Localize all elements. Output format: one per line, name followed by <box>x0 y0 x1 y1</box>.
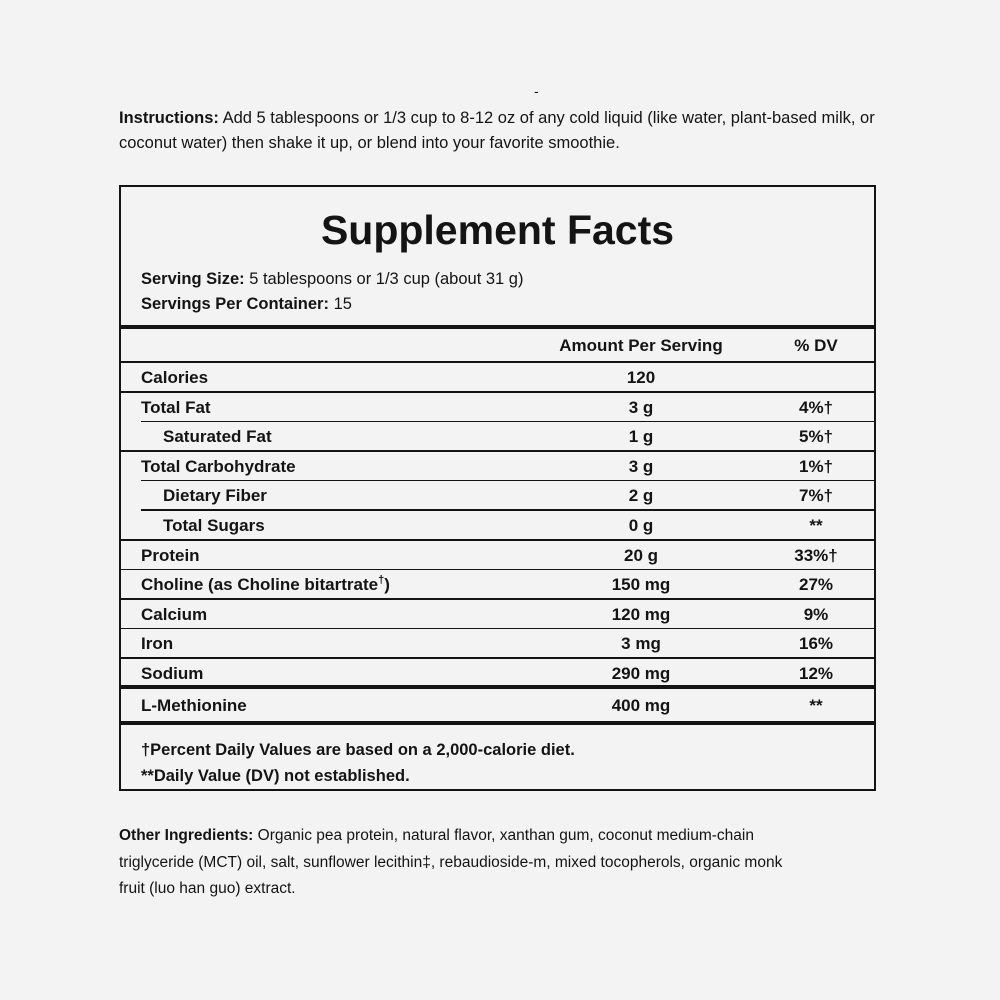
facts-title: Supplement Facts <box>320 207 675 253</box>
table-row <box>121 452 874 482</box>
table-row <box>121 393 874 423</box>
nutrient-name: Calories <box>141 368 209 387</box>
nutrient-amount: 120 mg <box>611 604 671 624</box>
nutrient-dv: 4%† <box>798 397 834 417</box>
nutrient-name: Calcium <box>141 604 208 624</box>
nutrient-amount: 3 g <box>628 456 654 476</box>
nutrient-name: Total Carbohydrate <box>141 456 296 476</box>
nutrient-name: Dietary Fiber <box>163 486 267 506</box>
serving-size <box>141 267 523 292</box>
other-ingredients <box>119 823 809 903</box>
footnote-daily-values: †Percent Daily Values are based on a 2,000-calorie diet. <box>141 741 575 759</box>
top-dash: - <box>534 83 539 99</box>
servings-label: Servings Per Container: <box>141 294 329 313</box>
table-row <box>121 600 874 630</box>
nutrient-amount: 150 mg <box>611 575 671 595</box>
instructions-paragraph <box>119 106 899 155</box>
table-row <box>121 629 874 659</box>
column-header-dv: % DV <box>794 336 838 355</box>
footnote-dv-not-established: **Daily Value (DV) not established. <box>141 767 410 785</box>
nutrient-name: Iron <box>141 634 174 654</box>
nutrient-dv: 12% <box>798 664 834 683</box>
servings-value: 15 <box>328 294 352 313</box>
nutrient-amount: 3 g <box>628 397 654 417</box>
serving-info <box>141 267 523 316</box>
divider-thick <box>121 325 874 329</box>
nutrient-amount: 2 g <box>628 486 654 506</box>
table-row <box>121 481 874 511</box>
table-row <box>121 422 874 452</box>
nutrient-name: Choline (as Choline bitartrate†) <box>141 574 390 595</box>
nutrient-amount: 400 mg <box>611 696 671 715</box>
nutrient-dv: 33%† <box>794 545 838 565</box>
nutrient-dv: 27% <box>798 575 834 595</box>
nutrient-amount: 0 g <box>628 516 654 535</box>
nutrient-name: Protein <box>141 545 200 565</box>
table-row <box>121 511 874 541</box>
nutrient-dv: ** <box>809 696 823 715</box>
footnotes <box>141 737 575 789</box>
nutrient-name: Total Sugars <box>163 516 265 535</box>
table-row <box>121 691 874 721</box>
serving-size-value: 5 tablespoons or 1/3 cup (about 31 g) <box>244 270 524 288</box>
nutrient-dv <box>741 363 891 393</box>
column-header-amount: Amount Per Serving <box>559 336 723 355</box>
ingredients-text: Organic pea protein, natural flavor, xanthan gum, coconut medium-chain triglyceride (MCT) oil, salt, sunflower lecithin‡, rebaudioside-m, mixed tocopherols, organic monk fruit (luo han guo) extract. <box>119 827 783 897</box>
nutrient-dv: ** <box>809 516 823 535</box>
instructions-text: Add 5 tablespoons or 1/3 cup to 8-12 oz of any cold liquid (like water, plant-based milk, or coconut water) then shake it up, or blend into your favorite smoothie. <box>119 109 875 152</box>
nutrient-amount: 120 <box>626 368 656 387</box>
nutrient-name: L-Methionine <box>141 696 247 715</box>
supplement-facts-panel <box>119 185 876 791</box>
nutrient-name: Total Fat <box>141 397 211 417</box>
divider-thick <box>121 685 874 689</box>
servings-per-container <box>141 292 523 317</box>
nutrient-dv: 7%† <box>798 486 834 506</box>
nutrient-amount: 3 mg <box>621 634 661 654</box>
nutrient-dv: 9% <box>803 604 829 624</box>
nutrient-amount: 290 mg <box>611 664 671 683</box>
nutrient-dv: 1%† <box>798 456 834 476</box>
nutrient-amount: 20 g <box>623 545 659 565</box>
table-row <box>121 570 874 600</box>
nutrient-name: Saturated Fat <box>163 427 272 447</box>
instructions-label: Instructions: <box>119 109 219 127</box>
serving-size-label: Serving Size: <box>141 270 245 288</box>
nutrient-name: Sodium <box>141 664 204 683</box>
ingredients-label: Other Ingredients: <box>119 827 254 844</box>
divider-thick <box>121 721 874 725</box>
nutrient-dv: 16% <box>798 634 834 654</box>
table-row <box>121 363 874 393</box>
nutrient-dv: 5%† <box>798 427 834 447</box>
nutrient-amount: 1 g <box>628 427 654 447</box>
table-row <box>121 541 874 571</box>
